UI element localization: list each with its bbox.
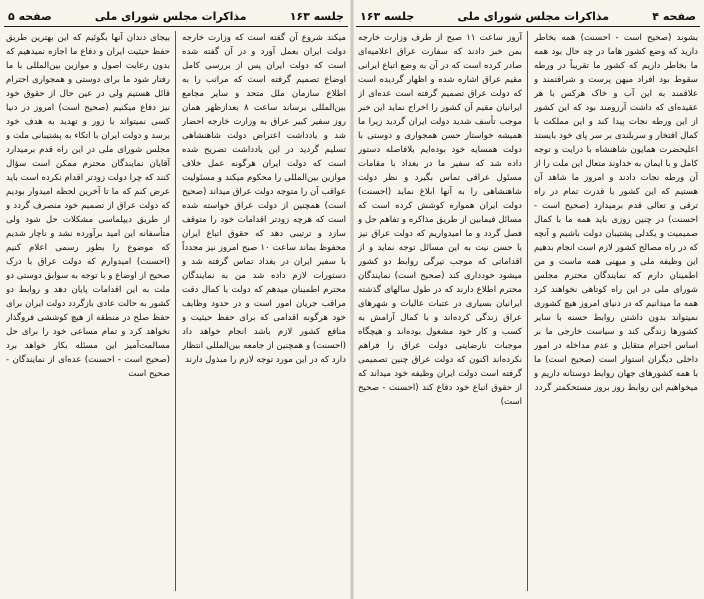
text-column [6,31,176,591]
text-column [182,31,346,591]
page-number: صفحه ۵ [8,9,52,23]
session-number: جلسه ۱۶۳ [289,9,344,23]
publication-title: مذاکرات مجلس شورای ملی [94,9,247,23]
left-page [4,6,348,594]
column-text: بشوند (صحیح است - احسنت) همه بخاطر دارید که وضع کشور هاما در چه حال بود همه ما بخاطر داریم که کشور ما تقریباً در ورطه سقوط بود افراد میهن پرست و شرافتمند و علاقمند به این آب و خاک هرکس با هر عقیده‌ای که داشت آرزومند بود که این کشور از این ورطه نجات پیدا کند و این مملکت با کمال افتخار و سربلندی بر سر پای خود بایستد اعلیحضرت همایون شاهنشاه با درایت و توجه کامل و با ایمان به خداوند متعال این ملت را از آن ورطه نجات دادند و امروز ما شاهد آن هستیم که این کشور با قدرت تمام در راه ترقی و تعالی قدم برمیدارد (صحیح است - احسنت) در چنین روزی باید همه ما با کمال صمیمیت و یکدلی پشتیبان دولت باشیم و آنچه که در راه مصالح کشور لازم است انجام بدهیم این وظیفه ملی و میهنی همه ماست و من اطمینان دارم که نمایندگان محترم مجلس شورای ملی در این راه کوتاهی نخواهند کرد همه ما میدانیم که در دنیای امروز هیچ کشوری نمیتواند بدون داشتن روابط حسنه با سایر کشورها زندگی کند و سیاست خارجی ما بر اساس احترام متقابل و عدم مداخله در امور داخلی دیگران استوار است (صحیح است) ما با همه کشورهای جهان روابط دوستانه داریم و میخواهیم این روابط روز بروز مستحکمتر گردد [534,33,698,393]
left-page-columns [4,27,348,591]
column-text: میکند شروع آن گفته است که وزارت خارجه دولت ایران بعمل آورد و در آن گفته شده است که دولت ایران پس از بررسی کامل اوضاع تصمیم گرفته است که مراتب را به اطلاع سازمان ملل متحد و سایر مجامع بین‌المللی برساند ساعت ۸ بعدازظهر همان روز سفیر کبیر عراق به وزارت خارجه احضار شد و یادداشت اعتراض دولت شاهنشاهی تسلیم گردید در این یادداشت تصریح شده است که دولت ایران هرگونه عمل خلاف موازین بین‌المللی را محکوم میکند و مسئولیت عواقب آن را متوجه دولت عراق میداند (صحیح است) همچنین از دولت عراق خواسته شده است که هرچه زودتر اقدامات خود را متوقف سازد و ترتیبی دهد که حقوق اتباع ایران محفوظ بماند ساعت ۱۰ صبح امروز نیز مجدداً با سفیر ایران در بغداد تماس گرفته شد و دستورات لازم داده شد من به نمایندگان محترم اطمینان میدهم که دولت با کمال دقت مراقب جریان امور است و در حدود وظایف خود هرگونه اقدامی که برای حفظ حیثیت و منافع کشور لازم باشد انجام خواهد داد (احسنت) و همچنین از جامعه بین‌المللی انتظار دارد که در این مورد توجه لازم را مبذول دارند [182,33,346,365]
column-text: آروز ساعت ۱۱ صبح از طرف وزارت خارجه بمن خبر دادند که سفارت عراق اعلامیه‌ای صادر کرده است که در آن به وضع اتباع ایرانی مقیم عراق اشاره شده و اظهار گردیده است که دولت عراق تصمیم گرفته است عده‌ای از ایرانیان مقیم آن کشور را اخراج نماید این خبر موجب تأسف شدید دولت ایران گردید زیرا ما همیشه خواستار حسن همجواری و دوستی با دولت همسایه خود بوده‌ایم بلافاصله دستور داده شد که سفیر ما در بغداد با مقامات مسئول عراقی تماس بگیرد و نظر دولت شاهنشاهی را به آنها ابلاغ نماید (احسنت) دولت ایران همواره کوشش کرده است که مسائل فیمابین از طریق مذاکره و تفاهم حل و فصل گردد و ما امیدواریم که دولت عراق نیز با حسن نیت به این مسائل توجه نماید و از اقداماتی که موجب تیرگی روابط دو کشور میشود خودداری کند (صحیح است) نمایندگان محترم اطلاع دارند که در طول سالهای گذشته ایرانیان بسیاری در عتبات عالیات و شهرهای عراق زندگی کرده‌اند و با کمال آرامش به کسب و کار خود مشغول بوده‌اند و هیچگاه موجبات نارضایتی دولت عراق را فراهم نکرده‌اند اکنون که دولت عراق چنین تصمیمی گرفته است دولت ایران وظیفه خود میداند که از حقوق اتباع خود دفاع کند (احسنت - صحیح است) [358,33,523,407]
left-page-header [4,6,348,27]
session-number: جلسه ۱۶۳ [360,9,415,23]
page-number: صفحه ۴ [652,9,696,23]
right-page [356,6,700,594]
right-page-columns [356,27,700,591]
publication-title: مذاکرات مجلس شورای ملی [457,9,610,23]
text-column [534,31,698,591]
column-text: بیجای دندان آنها بگوئیم که این بهترین طریق حفظ حیثیت ایران و دفاع ما اجازه نمیدهیم که بدون رعایت اصول و موازین بین‌المللی با ما رفتار شود ما برای دوستی و همجواری احترام قائل هستیم ولی در عین حال از حقوق خود نیز دفاع میکنیم (صحیح است) امروز در دنیا کسی نمیتواند با زور و تهدید به هدف خود برسد و دولت ایران با اتکاء به پشتیبانی ملت و مجلس شورای ملی در این راه قدم برمیدارد آقایان نمایندگان محترم ممکن است سؤال کنند که چرا دولت زودتر اقدام نکرده است باید عرض کنم که ما تا آخرین لحظه امیدوار بودیم که دولت عراق از تصمیم خود منصرف گردد و از طریق دیپلماسی مشکلات حل شود ولی متأسفانه این امید برآورده نشد و ناچار شدیم که موضوع را بطور رسمی اعلام کنیم (احسنت) امیدوارم که دولت عراق با درک صحیح از اوضاع و با توجه به سوابق دوستی دو ملت به این اقدامات پایان دهد و روابط دو کشور به حالت عادی بازگردد دولت ایران برای حفظ صلح در منطقه از هیچ کوششی فروگذار نخواهد کرد و تمام مساعی خود را برای حل مسالمت‌آمیز این مسئله بکار خواهد برد (صحیح است - احسنت) عده‌ای از نمایندگان - صحیح است [6,33,170,379]
text-column [358,31,528,591]
page-gutter [350,0,354,599]
right-page-header [356,6,700,27]
